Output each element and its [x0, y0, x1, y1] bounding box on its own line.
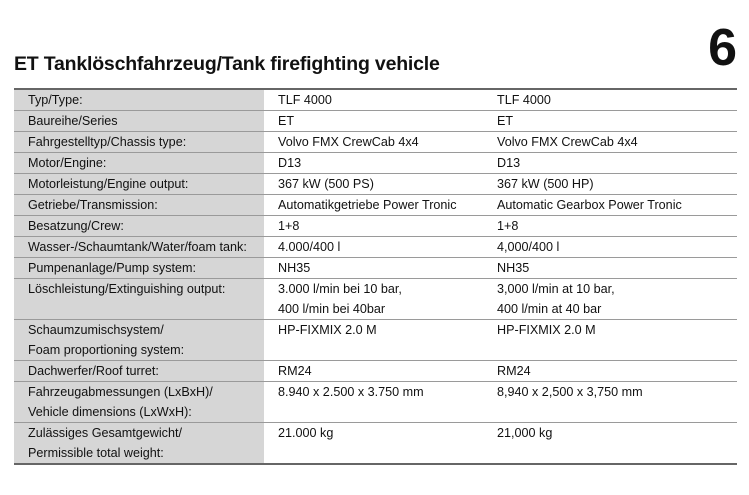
- table-row: [14, 111, 737, 132]
- spec-label-cell: [14, 174, 264, 195]
- spec-label-line: Pumpenanlage/Pump system:: [28, 261, 197, 275]
- spec-label-line: Schaumzumischsystem/: [28, 323, 164, 337]
- spec-label-cell: [14, 361, 264, 382]
- spec-value-de-line: 367 kW (500 PS): [278, 177, 374, 191]
- spec-label-line: Dachwerfer/Roof turret:: [28, 364, 159, 378]
- spec-label-line: Foam proportioning system:: [28, 343, 185, 357]
- spec-value-de-line: 1+8: [278, 219, 300, 233]
- spec-value-en-line: RM24: [497, 364, 531, 378]
- spec-value-de-cell: [264, 361, 488, 382]
- table-row: [14, 423, 737, 465]
- spec-value-en-line: Volvo FMX CrewCab 4x4: [497, 135, 638, 149]
- spec-value-en-cell: [488, 195, 737, 216]
- spec-value-en-cell: [488, 361, 737, 382]
- spec-value-en-line: Automatic Gearbox Power Tronic: [497, 198, 682, 212]
- spec-label-cell: [14, 320, 264, 361]
- spec-value-en-cell: [488, 279, 737, 320]
- spec-label-cell: [14, 279, 264, 320]
- spec-label-cell: [14, 382, 264, 423]
- spec-label-line: Löschleistung/Extinguishing output:: [28, 282, 226, 296]
- spec-value-de-line: 4.000/400 l: [278, 240, 341, 254]
- spec-value-de-cell: [264, 279, 488, 320]
- spec-value-en-line: NH35: [497, 261, 530, 275]
- spec-value-de-line: 400 l/min bei 40bar: [278, 302, 386, 316]
- spec-value-en-line: D13: [497, 156, 521, 170]
- spec-label-cell: [14, 132, 264, 153]
- spec-value-de-cell: [264, 382, 488, 423]
- spec-value-de-cell: [264, 423, 488, 465]
- spec-value-de-cell: [264, 132, 488, 153]
- spec-value-de-cell: [264, 89, 488, 111]
- spec-value-de-cell: [264, 320, 488, 361]
- spec-value-en-line: 3,000 l/min at 10 bar,: [497, 282, 615, 296]
- spec-value-de-line: 21.000 kg: [278, 426, 334, 440]
- page-number: 6: [708, 19, 737, 77]
- spec-value-de-line: D13: [278, 156, 302, 170]
- spec-value-en-cell: [488, 132, 737, 153]
- spec-value-de-cell: [264, 111, 488, 132]
- spec-value-en-line: TLF 4000: [497, 93, 551, 107]
- table-row: [14, 132, 737, 153]
- spec-label-cell: [14, 153, 264, 174]
- spec-label-line: Besatzung/Crew:: [28, 219, 124, 233]
- spec-value-en-line: 21,000 kg: [497, 426, 553, 440]
- spec-value-en-line: HP-FIXMIX 2.0 M: [497, 323, 596, 337]
- spec-value-de-cell: [264, 237, 488, 258]
- spec-value-en-line: 1+8: [497, 219, 519, 233]
- spec-label-line: Vehicle dimensions (LxWxH):: [28, 405, 192, 419]
- spec-value-de-cell: [264, 258, 488, 279]
- spec-value-de-line: 3.000 l/min bei 10 bar,: [278, 282, 402, 296]
- spec-value-de-line: HP-FIXMIX 2.0 M: [278, 323, 377, 337]
- table-row: [14, 174, 737, 195]
- spec-value-de-line: 8.940 x 2.500 x 3.750 mm: [278, 385, 424, 399]
- spec-value-en-line: 8,940 x 2,500 x 3,750 mm: [497, 385, 643, 399]
- spec-label-line: Fahrgestelltyp/Chassis type:: [28, 135, 187, 149]
- spec-value-de-line: TLF 4000: [278, 93, 332, 107]
- spec-value-en-cell: [488, 216, 737, 237]
- table-row: [14, 320, 737, 361]
- spec-value-de-line: Automatikgetriebe Power Tronic: [278, 198, 457, 212]
- spec-value-en-cell: [488, 258, 737, 279]
- spec-value-en-cell: [488, 89, 737, 111]
- spec-value-en-cell: [488, 153, 737, 174]
- spec-value-de-cell: [264, 174, 488, 195]
- spec-label-cell: [14, 89, 264, 111]
- table-row: [14, 195, 737, 216]
- spec-label-line: Fahrzeugabmessungen (LxBxH)/: [28, 385, 213, 399]
- spec-value-de-cell: [264, 216, 488, 237]
- spec-value-en-cell: [488, 423, 737, 465]
- spec-value-de-line: NH35: [278, 261, 311, 275]
- table-row: [14, 237, 737, 258]
- spec-value-en-line: 367 kW (500 HP): [497, 177, 594, 191]
- spec-label-cell: [14, 423, 264, 465]
- spec-label-cell: [14, 195, 264, 216]
- spec-label-line: Permissible total weight:: [28, 446, 164, 460]
- spec-value-de-line: Volvo FMX CrewCab 4x4: [278, 135, 419, 149]
- spec-value-de-cell: [264, 195, 488, 216]
- table-row: [14, 382, 737, 423]
- specification-table: [14, 88, 737, 465]
- table-row: [14, 216, 737, 237]
- spec-value-en-cell: [488, 174, 737, 195]
- spec-value-en-line: 400 l/min at 40 bar: [497, 302, 602, 316]
- spec-value-en-line: 4,000/400 l: [497, 240, 560, 254]
- spec-value-en-cell: [488, 111, 737, 132]
- table-row: [14, 279, 737, 320]
- table-row: [14, 89, 737, 111]
- page-title: ET Tanklöschfahrzeug/Tank firefighting vehicle: [14, 53, 440, 75]
- spec-label-cell: [14, 216, 264, 237]
- spec-value-en-cell: [488, 320, 737, 361]
- table-row: [14, 153, 737, 174]
- spec-label-line: Typ/Type:: [28, 93, 83, 107]
- spec-value-en-cell: [488, 237, 737, 258]
- table-row: [14, 258, 737, 279]
- spec-label-line: Motorleistung/Engine output:: [28, 177, 189, 191]
- spec-value-en-cell: [488, 382, 737, 423]
- spec-value-de-cell: [264, 153, 488, 174]
- spec-label-cell: [14, 237, 264, 258]
- spec-label-line: Wasser-/Schaumtank/Water/foam tank:: [28, 240, 247, 254]
- spec-label-cell: [14, 258, 264, 279]
- table-row: [14, 361, 737, 382]
- spec-label-line: Zulässiges Gesamtgewicht/: [28, 426, 182, 440]
- spec-label-line: Motor/Engine:: [28, 156, 107, 170]
- spec-value-de-line: ET: [278, 114, 295, 128]
- spec-label-line: Baureihe/Series: [28, 114, 118, 128]
- spec-label-cell: [14, 111, 264, 132]
- spec-value-en-line: ET: [497, 114, 514, 128]
- spec-label-line: Getriebe/Transmission:: [28, 198, 158, 212]
- spec-value-de-line: RM24: [278, 364, 312, 378]
